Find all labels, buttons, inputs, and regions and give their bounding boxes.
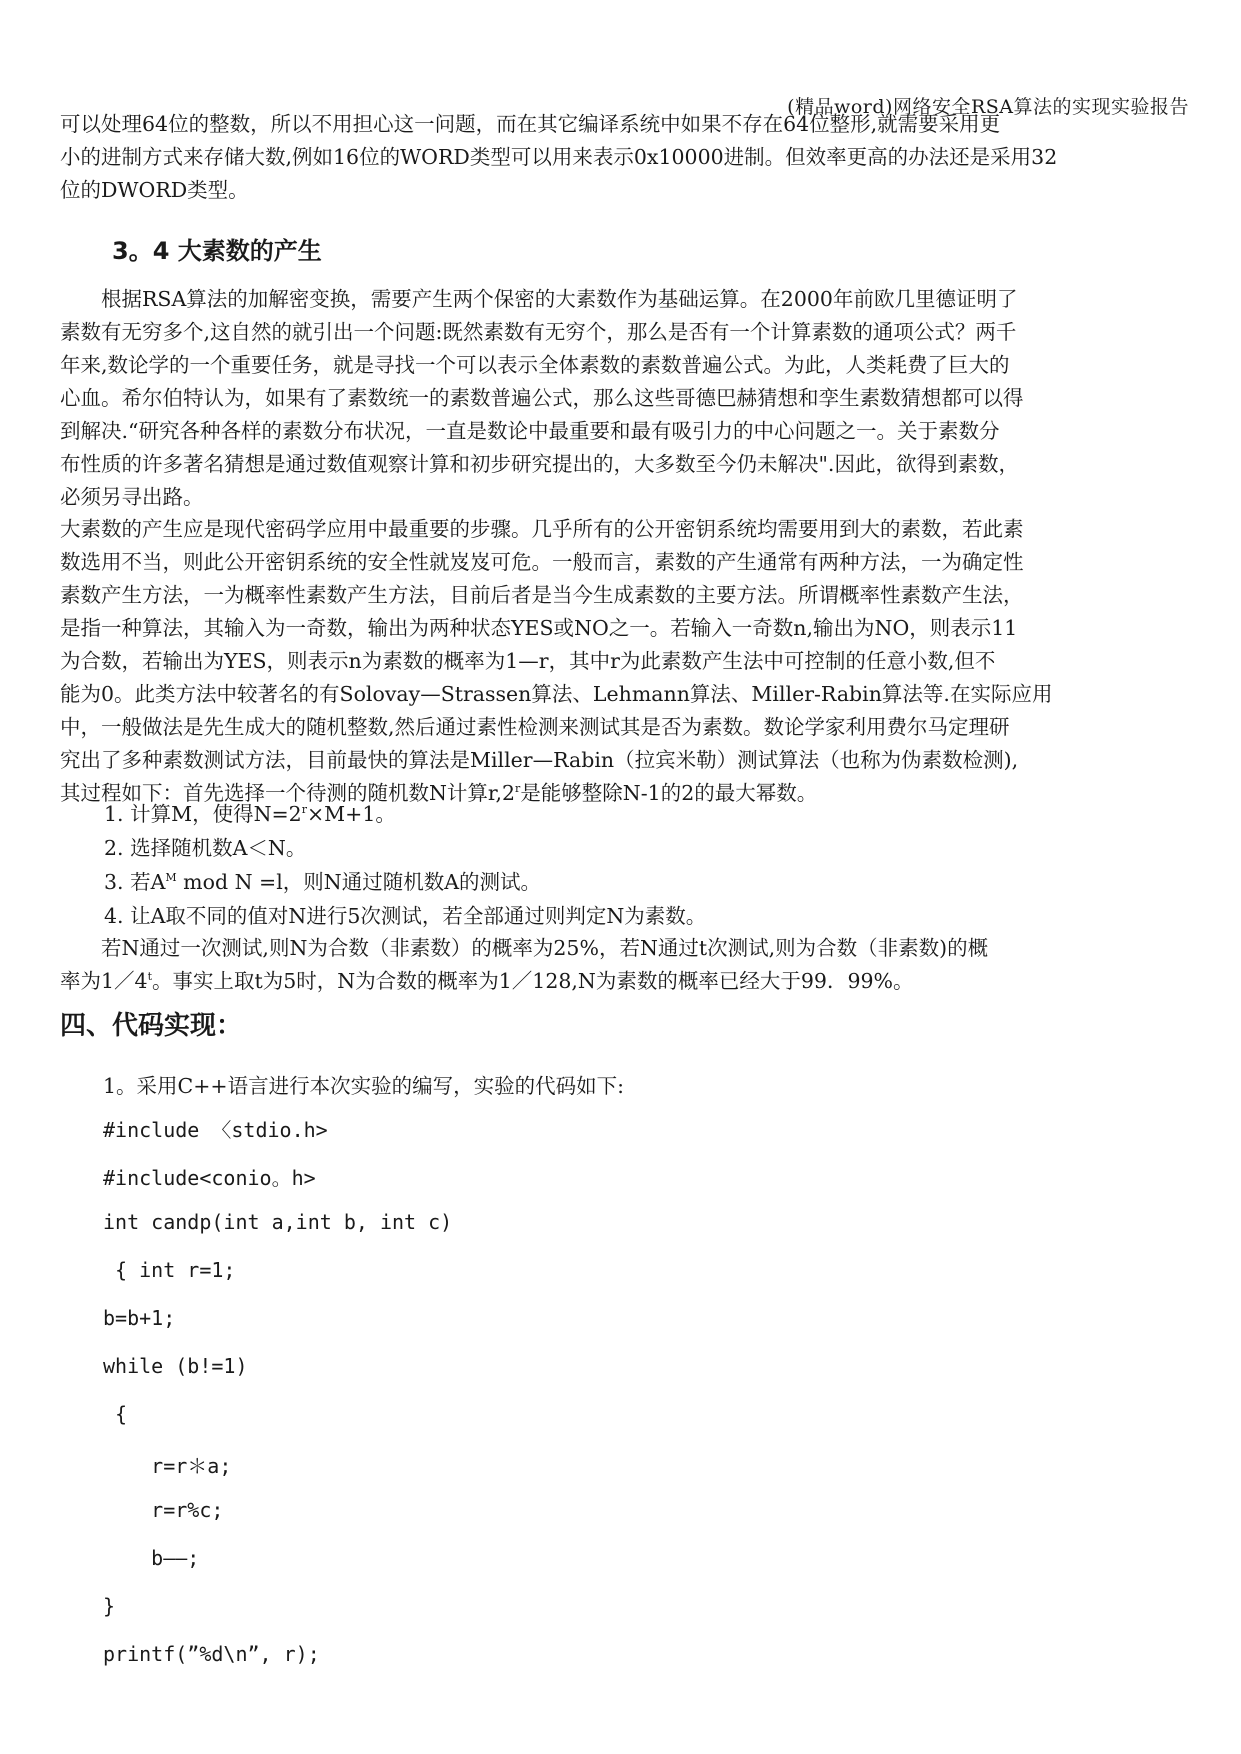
list-item	[104, 865, 706, 899]
code-line: #include<conio。h>	[103, 1166, 316, 1190]
text-segment: 。事实上取t为5时，N为合数的概率为1／128,N为素数的概率已经大于99．99%。	[152, 969, 914, 993]
text-line: 究出了多种素数测试方法，目前最快的算法是Miller—Rabin（拉宾米勒）测试算法（也称为伪素数检测),	[60, 748, 1019, 772]
text-line: 是指一种算法，其输入为一奇数，输出为两种状态YES或NO之一。若输入一奇数n,输出为NO，则表示11	[60, 616, 1018, 640]
code-line: printf(”%d\n”, r);	[103, 1642, 320, 1666]
intro-paragraph	[60, 108, 1185, 207]
paragraph-probability	[60, 932, 1185, 998]
list-item	[104, 899, 706, 933]
text-segment: 4. 让A取不同的值对N进行5次测试，若全部通过则判定N为素数。	[104, 904, 707, 928]
text-line: 到解决.“研究各种各样的素数分布状况，一直是数论中最重要和最有吸引力的中心问题之一。关于素数分	[60, 419, 1000, 443]
text-segment: 率为1／4	[60, 969, 148, 993]
code-intro: 1。采用C++语言进行本次实验的编写，实验的代码如下:	[103, 1074, 624, 1098]
code-line: while (b!=1)	[103, 1354, 248, 1378]
text-line: 为合数，若输出为YES，则表示n为素数的概率为1—r，其中r为此素数产生法中可控制的任意小数,但不	[60, 649, 996, 673]
text-line: 必须另寻出路。	[60, 485, 204, 509]
text-segment: 其过程如下：首先选择一个待测的随机数N计算r,2	[60, 781, 516, 805]
text-segment: 是能够整除N-1的2的最大幂数。	[520, 781, 818, 805]
code-line: b——;	[103, 1546, 200, 1570]
text-line: 布性质的许多著名猜想是通过数值观察计算和初步研究提出的，大多数至今仍未解决".因此，欲得到素数，	[60, 452, 1019, 476]
text-segment: mod N =l，则N通过随机数A的测试。	[176, 870, 542, 894]
code-line: int candp(int a,int b, int c)	[103, 1210, 453, 1234]
text-line: 素数产生方法，一为概率性素数产生方法，目前后者是当今生成素数的主要方法。所谓概率性素数产生法，	[60, 583, 1024, 607]
miller-rabin-steps	[104, 797, 706, 933]
code-line: r=r%c;	[103, 1498, 224, 1522]
code-line: { int r=1;	[103, 1258, 236, 1282]
text-line: 位的DWORD类型。	[60, 178, 249, 202]
text-line: 若N通过一次测试,则N为合数（非素数）的概率为25%，若N通过t次测试,则为合数（非素数)的概	[60, 936, 989, 960]
text-line: 可以处理64位的整数，所以不用担心这一问题，而在其它编译系统中如果不存在64位整形,就需要采用更	[60, 112, 1001, 136]
text-line: 素数有无穷多个,这自然的就引出一个问题:既然素数有无穷个，那么是否有一个计算素数的通项公式？两千	[60, 320, 1017, 344]
superscript: r	[301, 803, 307, 817]
text-line: 年来,数论学的一个重要任务，就是寻找一个可以表示全体素数的素数普遍公式。为此，人类耗费了巨大的	[60, 353, 1010, 377]
subsection-title: 3。4 大素数的产生	[112, 237, 322, 265]
text-line: 能为0。此类方法中较著名的有Solovay—Strassen算法、Lehmann算法、Miller-Rabin算法等.在实际应用	[60, 682, 1053, 706]
text-line: 大素数的产生应是现代密码学应用中最重要的步骤。几乎所有的公开密钥系统均需要用到大的素数，若此素	[60, 517, 1024, 541]
text-line: 根据RSA算法的加解密变换，需要产生两个保密的大素数作为基础运算。在2000年前欧几里德证明了	[60, 287, 1018, 311]
list-item	[104, 797, 706, 831]
text-line	[60, 965, 1185, 998]
code-line: r=r＊a;	[103, 1454, 232, 1478]
page-header: (精品word)网络安全RSA算法的实现实验报告	[787, 96, 1189, 118]
text-line: 心血。希尔伯特认为，如果有了素数统一的素数普遍公式，那么这些哥德巴赫猜想和孪生素数猜想都可以得	[60, 386, 1024, 410]
text-line: 数选用不当，则此公开密钥系统的安全性就岌岌可危。一般而言，素数的产生通常有两种方法，一为确定性	[60, 550, 1024, 574]
section-title-code: 四、代码实现：	[60, 1011, 243, 1041]
text-segment: ×M+1。	[307, 802, 396, 826]
text-segment: 2. 选择随机数A＜N。	[104, 836, 307, 860]
list-item	[104, 831, 706, 865]
paragraph-prime-history	[60, 283, 1185, 514]
code-line: }	[103, 1594, 116, 1618]
superscript: M	[165, 871, 177, 885]
code-line: #include 〈stdio.h>	[103, 1118, 328, 1142]
text-line: 中，一般做法是先生成大的随机整数,然后通过素性检测来测试其是否为素数。数论学家利用费尔马定理研	[60, 715, 1010, 739]
text-segment: 1. 计算M，使得N=2	[104, 802, 302, 826]
text-line: 小的进制方式来存储大数,例如16位的WORD类型可以用来表示0x10000进制。但效率更高的办法还是采用32	[60, 145, 1058, 169]
text-segment: 3. 若A	[104, 870, 166, 894]
superscript: t	[147, 970, 153, 984]
code-line: b=b+1;	[103, 1306, 176, 1330]
code-line: {	[103, 1402, 128, 1426]
paragraph-prime-generation	[60, 513, 1185, 810]
superscript: r	[515, 782, 521, 796]
